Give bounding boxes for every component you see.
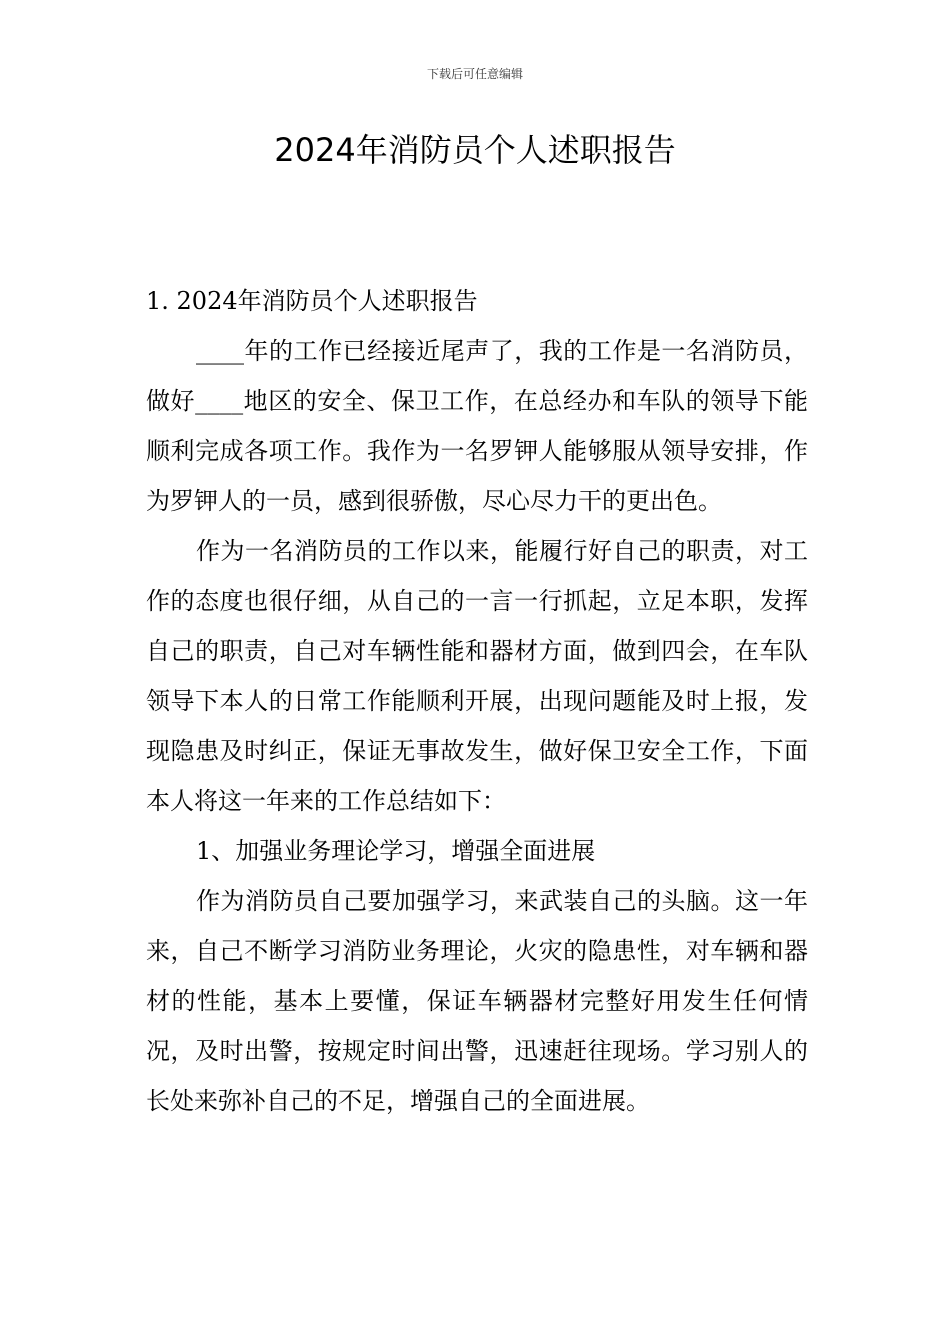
document-title: 2024年消防员个人述职报告 bbox=[274, 131, 676, 169]
document-body bbox=[146, 276, 808, 1126]
paragraph-intro: ____年的工作已经接近尾声了，我的工作是一名消防员，做好____地区的安全、保卫工作，在总经办和车队的领导下能顺利完成各项工作。我作为一名罗钾人能够服从领导安排，作为罗钾人的一员，感到很骄傲，尽心尽力干的更出色。 bbox=[146, 337, 808, 515]
page-header-note: 下载后可任意编辑 bbox=[426, 67, 523, 81]
section-heading-1: 1、加强业务理论学习，增强全面进展 bbox=[196, 837, 596, 865]
paragraph-duties: 作为一名消防员的工作以来，能履行好自己的职责，对工作的态度也很仔细，从自己的一言一行抓起，立足本职，发挥自己的职责，自己对车辆性能和器材方面，做到四会，在车队领导下本人的日常工作能顺利开展，出现问题能及时上报，发现隐患及时纠正，保证无事故发生，做好保卫安全工作，下面本人将这一年来的工作总结如下： bbox=[146, 537, 808, 815]
paragraph-section-1: 作为消防员自己要加强学习，来武装自己的头脑。这一年来，自己不断学习消防业务理论，火灾的隐患性，对车辆和器材的性能，基本上要懂，保证车辆器材完整好用发生任何情况，及时出警，按规定时间出警，迅速赶往现场。学习别人的长处来弥补自己的不足，增强自己的全面进展。 bbox=[146, 887, 808, 1115]
document-subheading: 1. 2024年消防员个人述职报告 bbox=[146, 287, 478, 315]
